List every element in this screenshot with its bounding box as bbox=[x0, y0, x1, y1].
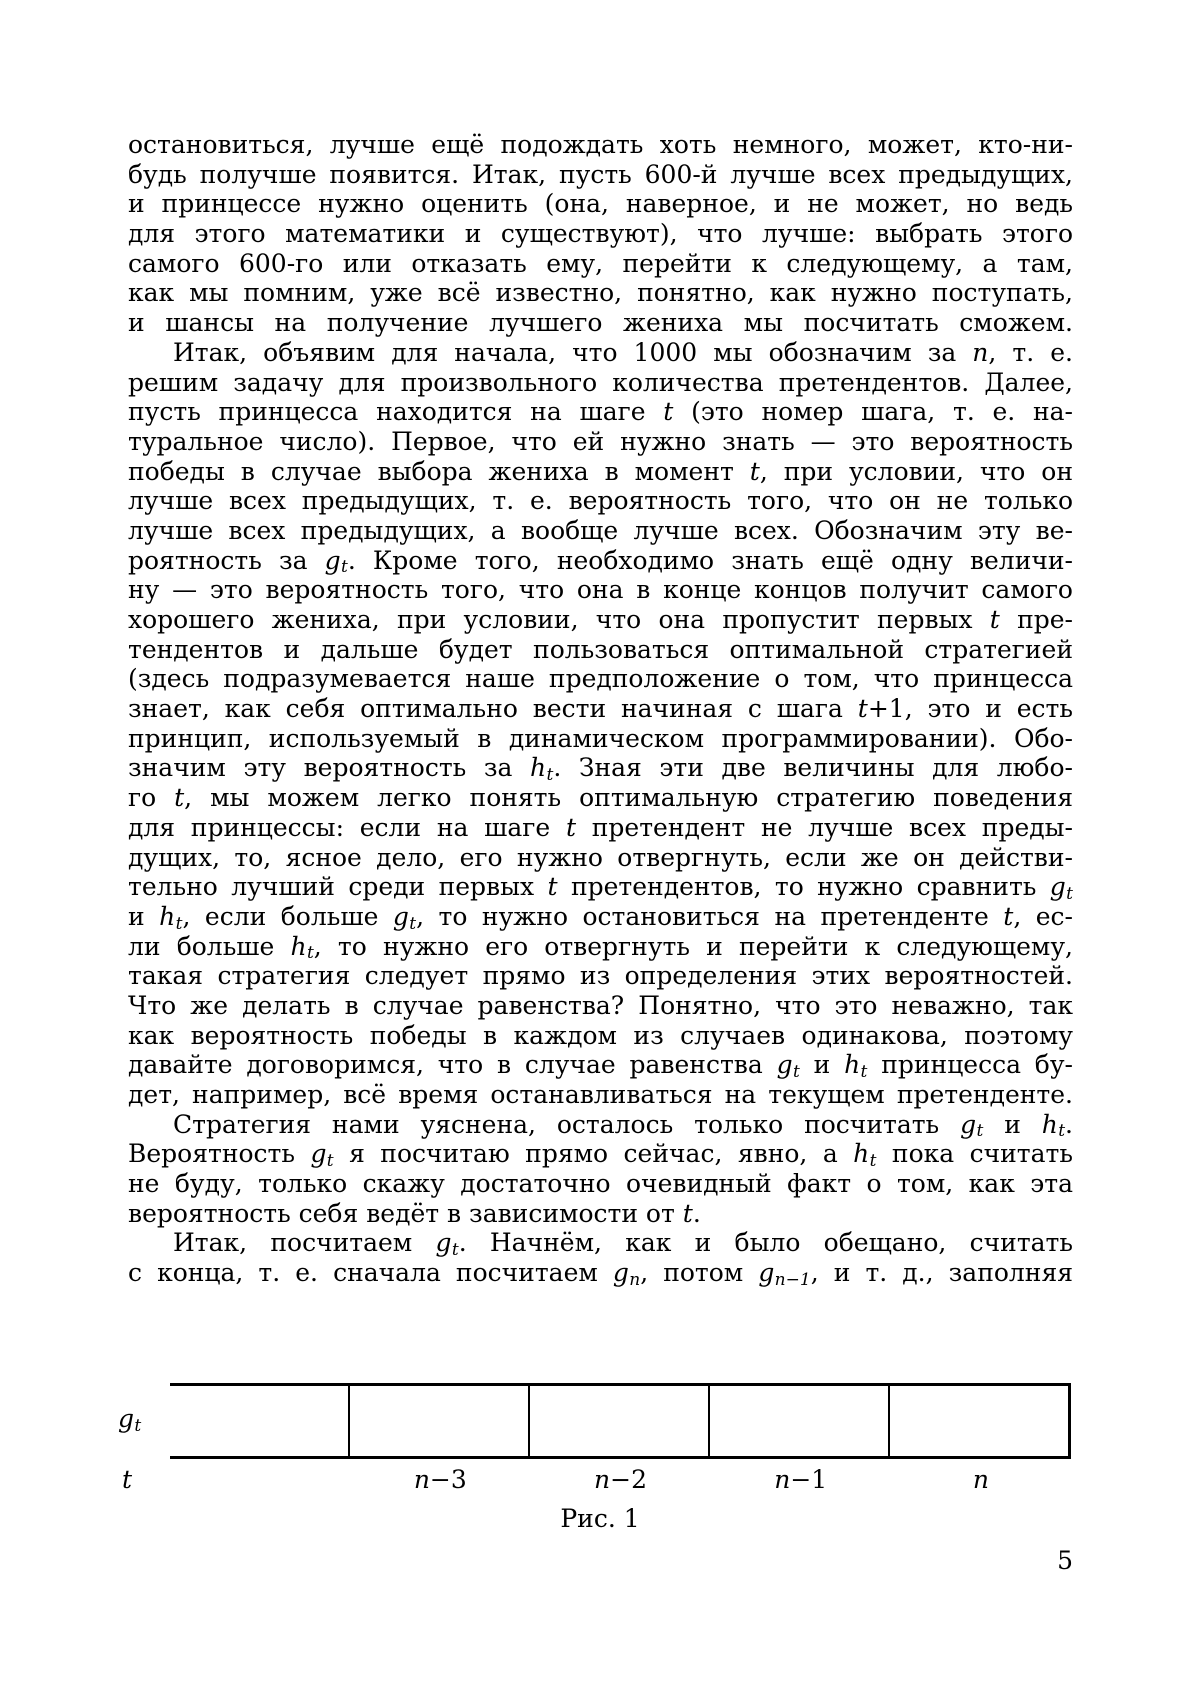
text-run: дущих, то, ясное дело, его нужно отвергнуть, если же он действи- bbox=[128, 842, 1073, 872]
text-run: давайте договоримся, что в случае равенства bbox=[128, 1050, 777, 1080]
text-run: претендентов, то нужно сравнить bbox=[557, 872, 1050, 902]
text-run: принцип, используемый в динамическом программировании). Обо- bbox=[128, 723, 1073, 753]
math-var: h bbox=[159, 901, 176, 931]
text-run: с конца, т. е. сначала посчитаем bbox=[128, 1258, 613, 1288]
text-line bbox=[128, 397, 1073, 427]
math-var: n bbox=[972, 337, 989, 367]
math-var: n bbox=[972, 1465, 989, 1494]
math-var: t bbox=[1003, 901, 1014, 931]
math-subscript: t bbox=[409, 913, 417, 932]
text-line bbox=[128, 664, 1073, 694]
text-line bbox=[128, 694, 1073, 724]
text-line bbox=[128, 932, 1073, 962]
math-subscript: t bbox=[451, 1240, 459, 1259]
math-var: g bbox=[612, 1258, 629, 1288]
math-subscript: t bbox=[976, 1121, 984, 1140]
text-run: и bbox=[128, 901, 160, 931]
text-line bbox=[128, 457, 1073, 487]
text-run: , то нужно его отвергнуть и перейти к следующему, bbox=[313, 931, 1073, 961]
text-run: и шансы на получение лучшего жениха мы посчитать сможем. bbox=[128, 308, 1073, 338]
figure-caption: Рис. 1 bbox=[560, 1504, 640, 1533]
figure-row-label bbox=[118, 1404, 141, 1441]
math-var: t bbox=[857, 694, 868, 724]
text-run: принцесса бу- bbox=[867, 1050, 1073, 1080]
figure-table-cell bbox=[708, 1386, 888, 1456]
text-run: пока считать bbox=[876, 1139, 1073, 1169]
math-subscript: t bbox=[175, 913, 183, 932]
math-var: h bbox=[853, 1139, 870, 1169]
text-run: ли больше bbox=[128, 931, 291, 961]
text-run: Итак, посчитаем bbox=[173, 1228, 436, 1258]
text-line bbox=[128, 249, 1073, 279]
text-run: и bbox=[983, 1109, 1042, 1139]
text-line bbox=[128, 338, 1073, 368]
text-run: , то нужно остановиться на претенденте bbox=[416, 901, 1004, 931]
text-run: Стратегия нами уяснена, осталось только посчитать bbox=[173, 1109, 961, 1139]
math-subscript: t bbox=[1066, 883, 1073, 902]
text-run: остановиться, лучше ещё подождать хоть немного, может, кто-ни- bbox=[128, 130, 1073, 159]
text-line bbox=[128, 1139, 1073, 1169]
math-subscript: t bbox=[792, 1062, 800, 1080]
text-run: роятность за bbox=[128, 545, 325, 575]
figure-column-label bbox=[711, 1465, 891, 1495]
math-var: t bbox=[565, 812, 576, 842]
text-line bbox=[128, 1199, 1073, 1229]
math-subscript: t bbox=[869, 1151, 877, 1170]
text-run: −2 bbox=[610, 1465, 647, 1494]
text-run: лучше всех предыдущих, т. е. вероятность того, что он не только bbox=[128, 486, 1073, 516]
figure-column-label bbox=[350, 1465, 530, 1495]
figure-column-label bbox=[531, 1465, 711, 1495]
math-var: g bbox=[435, 1228, 452, 1258]
text-run: и принцессе нужно оценить (она, наверное, и не может, но ведь bbox=[128, 189, 1073, 219]
text-line bbox=[128, 160, 1073, 190]
math-var: h bbox=[1041, 1109, 1058, 1139]
math-var: t bbox=[122, 1465, 133, 1494]
text-line bbox=[128, 635, 1073, 665]
text-run: для принцессы: если на шаге bbox=[128, 812, 566, 842]
text-line bbox=[128, 783, 1073, 813]
text-run: (это номер шага, т. е. на- bbox=[673, 397, 1073, 427]
math-var: h bbox=[530, 753, 547, 783]
math-subscript: t bbox=[134, 1415, 142, 1436]
figure-table bbox=[170, 1383, 1071, 1459]
figure-axis-label bbox=[122, 1465, 132, 1495]
text-run: пре- bbox=[999, 605, 1073, 634]
text-line bbox=[128, 546, 1073, 576]
text-line bbox=[128, 1228, 1073, 1258]
text-line bbox=[128, 961, 1073, 991]
text-run: туральное число). Первое, что ей нужно знать — это вероятность bbox=[128, 426, 1073, 456]
text-line bbox=[128, 753, 1073, 783]
figure-column-label bbox=[891, 1465, 1071, 1495]
text-run: , потом bbox=[640, 1258, 759, 1288]
figure-1 bbox=[0, 1383, 1200, 1563]
math-var: h bbox=[844, 1050, 861, 1080]
text-line bbox=[128, 1050, 1073, 1080]
math-var: n bbox=[594, 1465, 611, 1494]
figure-table-cell bbox=[170, 1386, 348, 1456]
text-run: . Начнём, как и было обещано, считать bbox=[458, 1228, 1073, 1258]
figure-table-cell bbox=[348, 1386, 528, 1456]
text-run: . bbox=[1065, 1109, 1073, 1139]
text-line bbox=[128, 872, 1073, 902]
text-run: (здесь подразумевается наше предположение о том, что принцесса bbox=[128, 664, 1073, 694]
text-line bbox=[128, 724, 1073, 754]
math-var: g bbox=[324, 545, 341, 575]
text-run: тендентов и дальше будет пользоваться оптимальной стратегией bbox=[128, 634, 1073, 664]
math-var: g bbox=[118, 1404, 135, 1433]
math-var: h bbox=[290, 931, 307, 961]
figure-table-cell bbox=[528, 1386, 708, 1456]
math-var: t bbox=[663, 397, 674, 427]
text-line bbox=[128, 575, 1073, 605]
text-run: и bbox=[799, 1050, 845, 1080]
text-line bbox=[128, 1169, 1073, 1199]
text-run: значим эту вероятность за bbox=[128, 753, 531, 783]
text-run: +1, это и есть bbox=[867, 694, 1073, 724]
text-run: . Зная эти две величины для любо- bbox=[553, 753, 1073, 783]
text-run: тельно лучший среди первых bbox=[128, 872, 548, 902]
math-subscript: t bbox=[306, 943, 314, 962]
text-line bbox=[128, 1110, 1073, 1140]
text-run: , и т. д., заполняя bbox=[810, 1258, 1073, 1288]
text-run: . bbox=[692, 1198, 701, 1228]
text-line bbox=[128, 1021, 1073, 1051]
text-run: будь получше появится. Итак, пусть 600-й лучше всех предыдущих, bbox=[128, 159, 1073, 189]
page-number: 5 bbox=[1057, 1546, 1073, 1575]
text-line bbox=[128, 368, 1073, 398]
text-run: я посчитаю прямо сейчас, явно, а bbox=[333, 1139, 854, 1169]
text-line bbox=[128, 1080, 1073, 1110]
text-line bbox=[128, 605, 1073, 635]
text-run: победы в случае выбора жениха в момент bbox=[128, 456, 750, 486]
text-run: . Кроме того, необходимо знать ещё одну величи- bbox=[347, 545, 1073, 575]
math-var: g bbox=[960, 1109, 977, 1139]
text-run: вероятность себя ведёт в зависимости от bbox=[128, 1198, 683, 1228]
math-var: t bbox=[174, 783, 185, 813]
text-run: , если больше bbox=[182, 901, 393, 931]
text-line bbox=[128, 308, 1073, 338]
math-subscript: n−1 bbox=[774, 1269, 811, 1288]
math-var: t bbox=[989, 605, 1000, 634]
text-run: ну — это вероятность того, что она в конце концов получит самого bbox=[128, 575, 1073, 605]
text-line bbox=[128, 278, 1073, 308]
math-subscript: t bbox=[340, 557, 348, 576]
math-subscript: t bbox=[326, 1151, 334, 1170]
math-var: n bbox=[413, 1465, 430, 1494]
text-run: −1 bbox=[790, 1465, 828, 1494]
text-line bbox=[128, 486, 1073, 516]
text-line bbox=[128, 1258, 1073, 1288]
math-subscript: n bbox=[629, 1269, 641, 1288]
text-line bbox=[128, 902, 1073, 932]
math-var: g bbox=[310, 1139, 327, 1169]
math-var: t bbox=[682, 1198, 693, 1228]
math-subscript: t bbox=[546, 765, 554, 784]
math-var: g bbox=[758, 1258, 775, 1288]
text-line bbox=[128, 843, 1073, 873]
math-var: g bbox=[392, 901, 409, 931]
text-run: самого 600-го или отказать ему, перейти к следующему, а там, bbox=[128, 248, 1073, 278]
text-run: Вероятность bbox=[128, 1139, 311, 1169]
text-run: , при условии, что он bbox=[759, 456, 1073, 486]
text-line bbox=[128, 516, 1073, 546]
text-line bbox=[128, 130, 1073, 160]
text-run: , мы можем легко понять оптимальную стратегию поведения bbox=[184, 783, 1073, 813]
text-line bbox=[128, 427, 1073, 457]
text-run: хорошего жениха, при условии, что она пропустит первых bbox=[128, 605, 990, 634]
text-run: го bbox=[128, 783, 175, 813]
text-run: не буду, только скажу достаточно очевидный факт о том, как эта bbox=[128, 1169, 1073, 1199]
math-var: t bbox=[749, 456, 760, 486]
text-run: претендент не лучше всех преды- bbox=[576, 812, 1073, 842]
text-line bbox=[128, 813, 1073, 843]
text-run: такая стратегия следует прямо из определения этих вероятностей. bbox=[128, 961, 1073, 991]
text-line bbox=[128, 991, 1073, 1021]
body-text bbox=[128, 130, 1073, 1288]
text-run: решим задачу для произвольного количества претендентов. Далее, bbox=[128, 367, 1073, 397]
text-run: , т. е. bbox=[988, 337, 1073, 367]
text-run: для этого математики и существуют), что лучше: выбрать этого bbox=[128, 219, 1073, 249]
text-line bbox=[128, 189, 1073, 219]
math-var: g bbox=[776, 1050, 793, 1080]
math-subscript: t bbox=[860, 1062, 868, 1080]
text-run: как мы помним, уже всё известно, понятно, как нужно поступать, bbox=[128, 278, 1073, 308]
text-run: пусть принцесса находится на шаге bbox=[128, 397, 664, 427]
math-subscript: t bbox=[1058, 1121, 1066, 1140]
text-run: −3 bbox=[429, 1465, 467, 1494]
text-run: дет, например, всё время останавливаться на текущем претенденте. bbox=[128, 1080, 1073, 1109]
text-line bbox=[128, 219, 1073, 249]
text-run: знает, как себя оптимально вести начиная с шага bbox=[128, 694, 858, 724]
figure-table-cell bbox=[888, 1386, 1068, 1456]
text-run: Что же делать в случае равенства? Понятно, что это неважно, так bbox=[128, 990, 1073, 1020]
math-var: g bbox=[1049, 872, 1066, 902]
text-run: как вероятность победы в каждом из случаев одинакова, поэтому bbox=[128, 1020, 1073, 1050]
text-run: Итак, объявим для начала, что 1000 мы обозначим за bbox=[173, 337, 973, 367]
math-var: t bbox=[547, 872, 558, 902]
math-var: n bbox=[774, 1465, 791, 1494]
text-run: лучше всех предыдущих, а вообще лучше всех. Обозначим эту ве- bbox=[128, 515, 1073, 545]
text-run: , ес- bbox=[1013, 901, 1073, 931]
